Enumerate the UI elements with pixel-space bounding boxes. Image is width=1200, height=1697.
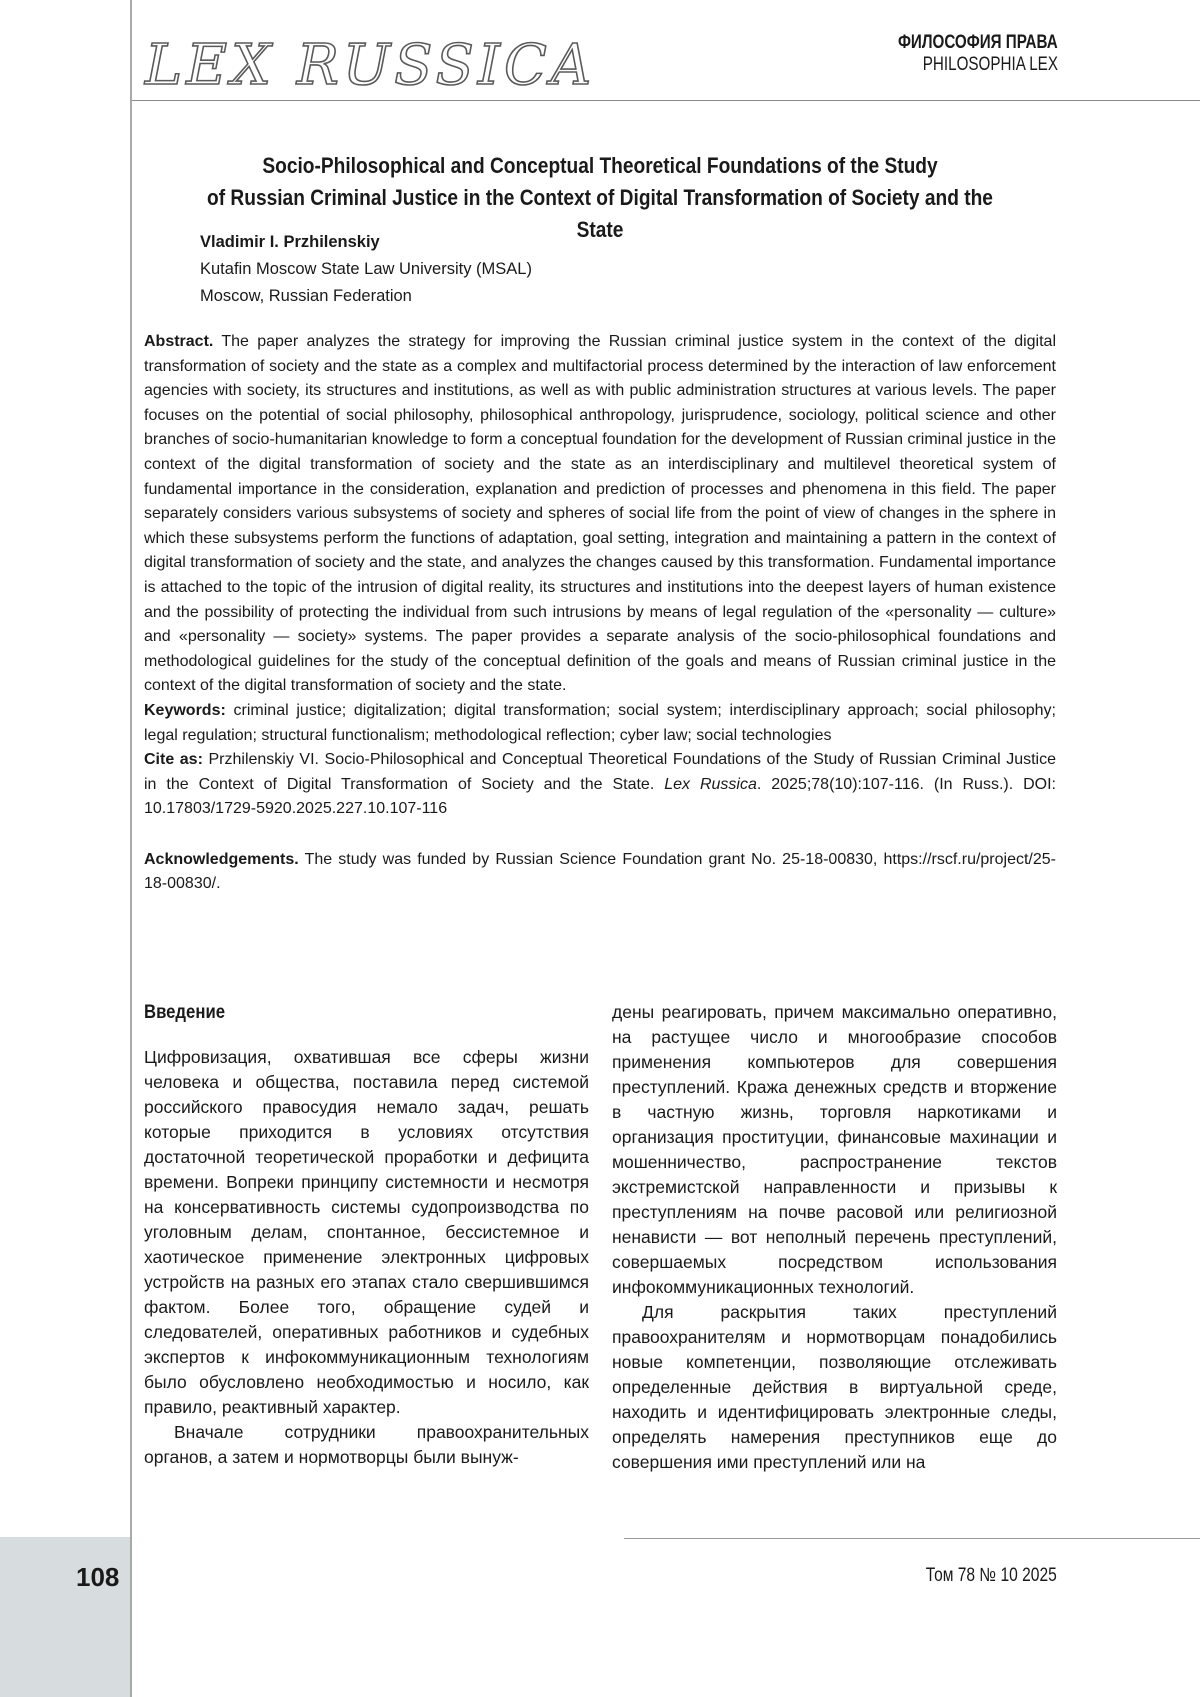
body-column-right bbox=[612, 1000, 1057, 1475]
acknowledgements-text: The study was funded by Russian Science Foundation grant No. 25-18-00830, https://rscf.ru/project/25-18-00830/. bbox=[144, 850, 1057, 893]
keywords-text: criminal justice; digitalization; digital transformation; social system; interdisciplinary approach; social philosophy; legal regulation; structural functionalism; methodological reflection; cyber law; social technologies bbox=[144, 701, 1057, 744]
author-name: Vladimir I. Przhilenskiy bbox=[200, 233, 380, 251]
acknowledgements-label: Acknowledgements. bbox=[144, 850, 299, 868]
abstract-label: Abstract. bbox=[144, 333, 214, 350]
abstract-paragraph bbox=[144, 330, 1056, 699]
section-heading: Введение bbox=[144, 1002, 226, 1023]
footer-rule bbox=[624, 1538, 1200, 1539]
section-title-ru: ФИЛОСОФИЯ ПРАВА bbox=[898, 32, 1058, 53]
section-title-en: PHILOSOPHIA LEX bbox=[922, 54, 1058, 75]
body-paragraph: дены реагировать, причем максимально оперативно, на растущее число и многообразие способов применения компьютеров для совершения преступлений. Кража денежных средств и вторжение в частную жизнь, торговля наркотиками и организация проституции, финансовые махинации и мошенничество, распространение текстов экстремистской направленности и призывы к преступлениям на почве расовой или религиозной ненависти — вот неполный перечень преступлений, совершаемых посредством использования инфокоммуникационных технологий. bbox=[612, 1002, 1057, 1297]
cite-text: Przhilenskiy VI. Socio-Philosophical and Conceptual Theoretical Foundations of the Study of Russian Criminal Justice in the Context of Digital Transformation of Society and the State. bbox=[144, 751, 1056, 793]
header-rule bbox=[132, 100, 1200, 101]
page-number: 108 bbox=[76, 1562, 120, 1592]
body-column-left bbox=[144, 1000, 589, 1470]
title-line-2: of Russian Criminal Justice in the Context of Digital Transformation of Society and the State bbox=[207, 185, 993, 242]
left-margin-bar bbox=[0, 0, 132, 1697]
author-location: Moscow, Russian Federation bbox=[200, 287, 412, 305]
issue-info: Том 78 № 10 2025 bbox=[925, 1565, 1057, 1586]
cite-text-after: . 2025;78(10):107-116. (In Russ.). DOI: 10.17803/1729-5920.2025.227.10.107-116 bbox=[144, 775, 1056, 818]
body-paragraph: Для раскрытия таких преступлений правоохранителям и нормотворцам понадобились новые компетенции, позволяющие отслеживать определенные действия в виртуальной среде, находить и идентифицировать электронные следы, определять намерения преступников еще до совершения ими преступлений или на bbox=[612, 1302, 1057, 1472]
keywords-paragraph bbox=[144, 699, 1056, 748]
acknowledgements-paragraph bbox=[144, 848, 1056, 897]
cite-label: Cite as: bbox=[144, 751, 203, 769]
abstract-text: The paper analyzes the strategy for improving the Russian criminal justice system in the context of the digital transformation of society and the state as a complex and multifactorial process determined by the interaction of law enforcement agencies with society, its structures and institutions, as well as with public administration structures at various levels. The paper focuses on the potential of social philosophy, philosophical anthropology, jurisprudence, sociology, political science and other branches of socio-humanitarian knowledge to form a conceptual foundation for the development of Russian criminal justice in the context of the digital transformation of society and the state as an interdisciplinary and multilevel theoretical system of fundamental importance in the consideration, explanation and prediction of processes and phenomena in this field. The paper separately considers various subsystems of society and spheres of social life from the point of view of changes in the sphere in which these subsystems perform the functions of adaptation, goal setting, integration and maintaining a pattern in the context of digital transformation of society and the state, and analyzes the changes caused by this transformation. Fundamental importance is attached to the topic of the intrusion of digital reality, its structures and institutions into the deepest layers of human existence and the possibility of protecting the individual from such intrusions by means of legal regulation of the «personality — culture» and «personality — society» systems. The paper provides a separate analysis of the socio-philosophical foundations and methodological guidelines for the study of the conceptual definition of the goals and means of Russian criminal justice in the context of the digital transformation of society and the state. bbox=[144, 333, 1057, 695]
page-number-block bbox=[0, 1537, 130, 1697]
journal-logo: LEX RUSSICA bbox=[145, 33, 596, 98]
title-line-1: Socio-Philosophical and Conceptual Theoretical Foundations of the Study bbox=[262, 153, 938, 178]
author-affiliation: Kutafin Moscow State Law University (MSAL) bbox=[200, 260, 532, 278]
keywords-label: Keywords: bbox=[144, 701, 226, 719]
cite-journal: Lex Russica bbox=[664, 775, 757, 793]
body-paragraph: Цифровизация, охватившая все сферы жизни человека и общества, поставила перед системой российского правосудия немало задач, решать которые приходится в условиях отсутствия достаточной теоретической проработки и дефицита времени. Вопреки принципу системности и несмотря на консервативность системы судопроизводства по уголовным делам, спонтанное, бессистемное и хаотическое применение электронных цифровых устройств на разных его этапах стало свершившимся фактом. Более того, обращение судей и следователей, оперативных работников и судебных экспертов к инфокоммуникационным технологиям было обусловлено необходимостью и носило, как правило, реактивный характер. bbox=[144, 1047, 589, 1417]
abstract-block bbox=[144, 330, 1056, 897]
author-block bbox=[200, 229, 532, 310]
body-paragraph: Вначале сотрудники правоохранительных органов, а затем и нормотворцы были вынуж- bbox=[144, 1422, 589, 1467]
cite-paragraph bbox=[144, 748, 1056, 822]
